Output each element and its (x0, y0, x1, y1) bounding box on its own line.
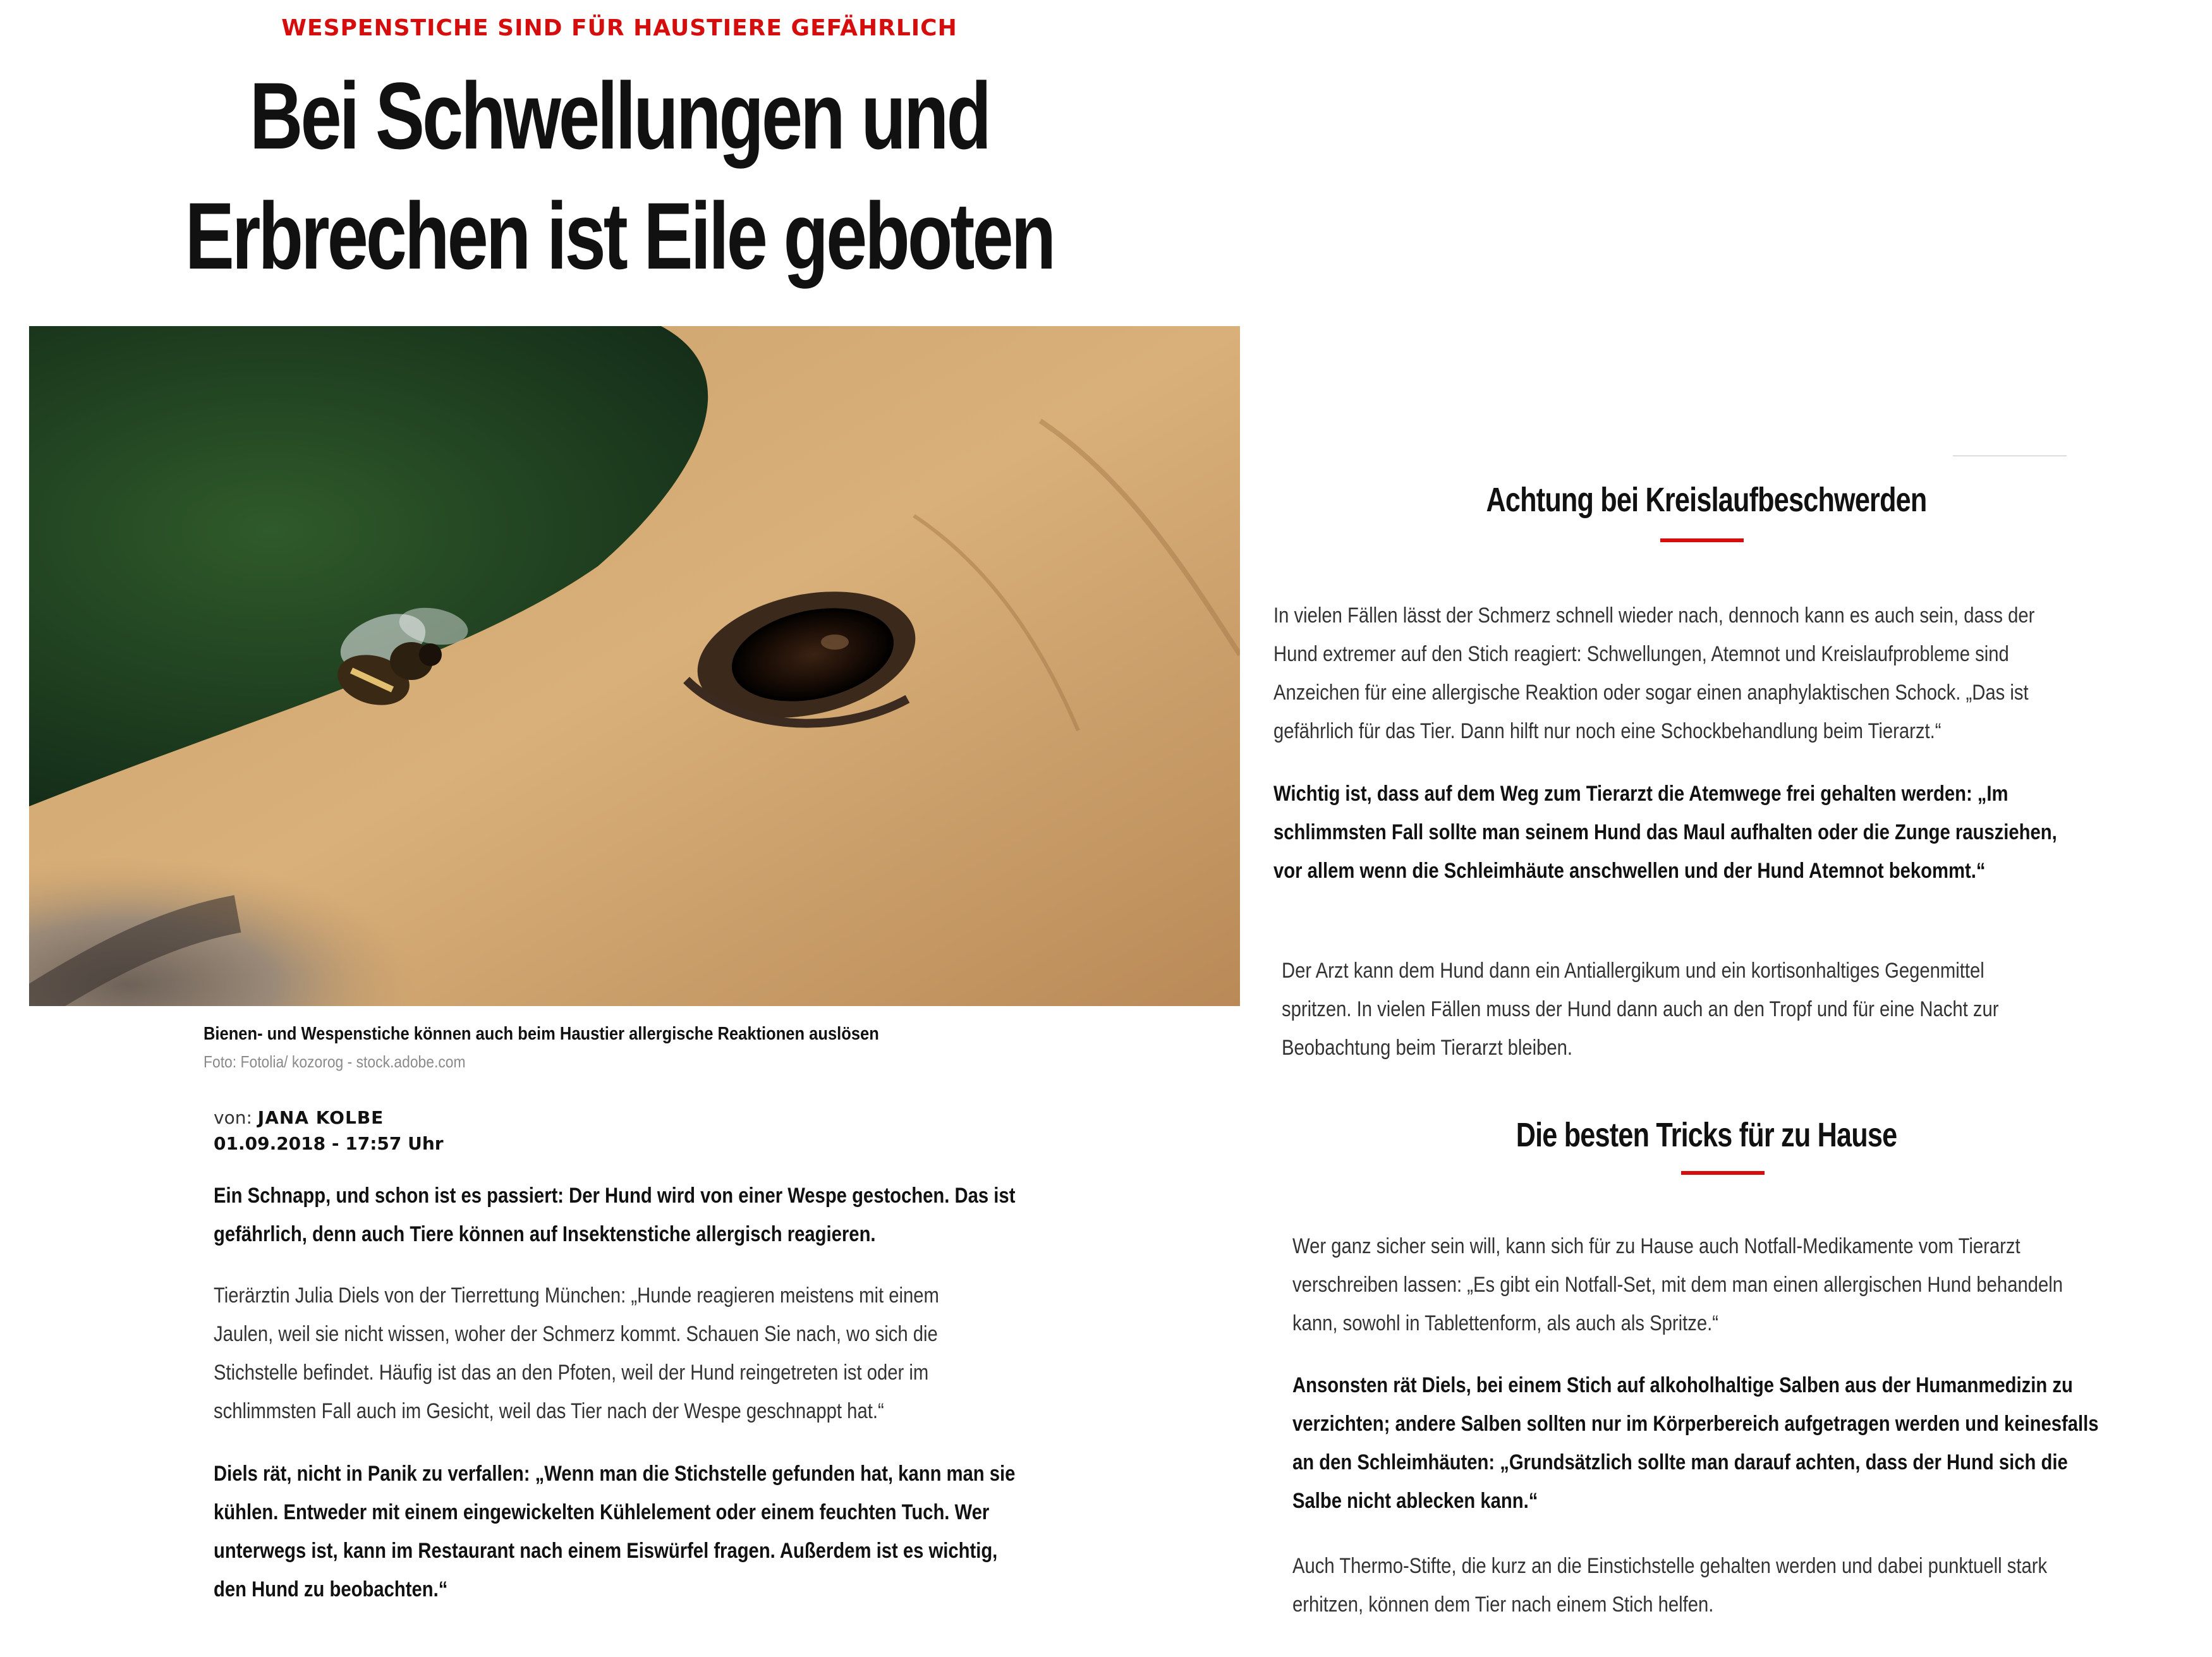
right-paragraph-2: Wichtig ist, dass auf dem Weg zum Tierarzt die Atemwege frei gehalten werden: „Im schlimmsten Fall sollte man seinem Hund das Maul aufhalten oder die Zunge rausziehen, vor allem wenn die Schleimhäute anschwellen und der Hund Atemnot bekommt.“ (1273, 782, 2057, 883)
author-name[interactable]: JANA KOLBE (257, 1107, 384, 1128)
left-paragraph-1: Ein Schnapp, und schon ist es passiert: Der Hund wird von einer Wespe gestochen. Das ist gefährlich, denn auch Tiere können auf Insektenstiche allergisch reagieren. (214, 1184, 1016, 1246)
section-heading-circulation: Achtung bei Kreislaufbeschwerden (1486, 481, 1927, 519)
image-credit: Foto: Fotolia/ kozorog - stock.adobe.com (204, 1052, 466, 1071)
headline-line-2: Erbrechen ist Eile geboten (185, 183, 1054, 289)
right-paragraph-3: Der Arzt kann dem Hund dann ein Antiallergikum und ein kortisonhaltiges Gegenmittel spritzen. In vielen Fällen muss der Hund dann auch an den Tropf und für eine Nacht zur Beobachtung beim Tierarzt bleiben. (1282, 959, 1999, 1060)
image-caption: Bienen- und Wespenstiche können auch beim Haustier allergische Reaktionen auslösen (204, 1024, 879, 1044)
article-headline (137, 56, 1103, 296)
section-heading-home-tricks: Die besten Tricks für zu Hause (1516, 1116, 1897, 1154)
publish-date: 01.09.2018 - 17:57 Uhr (214, 1133, 444, 1154)
right-paragraph-1: In vielen Fällen lässt der Schmerz schnell wieder nach, dennoch kann es auch sein, dass der Hund extremer auf den Stich reagiert: Schwellungen, Atemnot und Kreislaufprobleme sind Anzeichen für eine allergische Reaktion oder sogar einen anaphylaktischen Schock. „Das ist gefährlich für das Tier. Dann hilft nur noch eine Schockbehandlung beim Tierarzt.“ (1273, 604, 2035, 743)
right-paragraph-5: Ansonsten rät Diels, bei einem Stich auf alkoholhaltige Salben aus der Humanmedizin zu verzichten; andere Salben sollten nur im Körperbereich aufgetragen werden und keinesfalls an den Schleimhäuten: „Grundsätzlich sollte man darauf achten, dass der Hund sich die Salbe nicht ablecken kann.“ (1292, 1373, 2099, 1513)
byline (214, 1107, 384, 1128)
hero-image (29, 326, 1240, 1006)
left-paragraph-2: Tierärztin Julia Diels von der Tierrettung München: „Hunde reagieren meistens mit einem Jaulen, weil sie nicht wissen, woher der Schmerz kommt. Schauen Sie nach, wo sich die Stichstelle befindet. Häufig ist das an den Pfoten, weil der Hund reingetreten ist oder im schlimmsten Fall auch im Gesicht, weil das Tier nach der Wespe geschnappt hat.“ (214, 1284, 939, 1423)
article-kicker: WESPENSTICHE SIND FÜR HAUSTIERE GEFÄHRLICH (281, 15, 957, 41)
right-paragraph-6: Auch Thermo-Stifte, die kurz an die Einstichstelle gehalten werden und dabei punktuell stark erhitzen, können dem Tier nach einem Stich helfen. (1292, 1554, 2048, 1617)
dog-with-bee-photo (29, 326, 1240, 1006)
right-paragraph-4: Wer ganz sicher sein will, kann sich für zu Hause auch Notfall-Medikamente vom Tierarzt verschreiben lassen: „Es gibt ein Notfall-Set, mit dem man einen allergischen Hund behandeln kann, sowohl in Tablettenform, als auch als Spritze.“ (1292, 1234, 2063, 1335)
left-paragraph-3: Diels rät, nicht in Panik zu verfallen: „Wenn man die Stichstelle gefunden hat, kann man sie kühlen. Entweder mit einem eingewickelten Kühlelement oder einem feuchten Tuch. Wer unterwegs ist, kann im Restaurant nach einem Eiswürfel fragen. Außerdem ist es wichtig, den Hund zu beobachten.“ (214, 1462, 1016, 1601)
heading-underline (1660, 538, 1744, 542)
headline-line-1: Bei Schwellungen und (249, 63, 990, 169)
faint-label: —————————— (1953, 452, 2067, 461)
heading-underline (1681, 1171, 1765, 1175)
byline-prefix: von: (214, 1107, 252, 1128)
